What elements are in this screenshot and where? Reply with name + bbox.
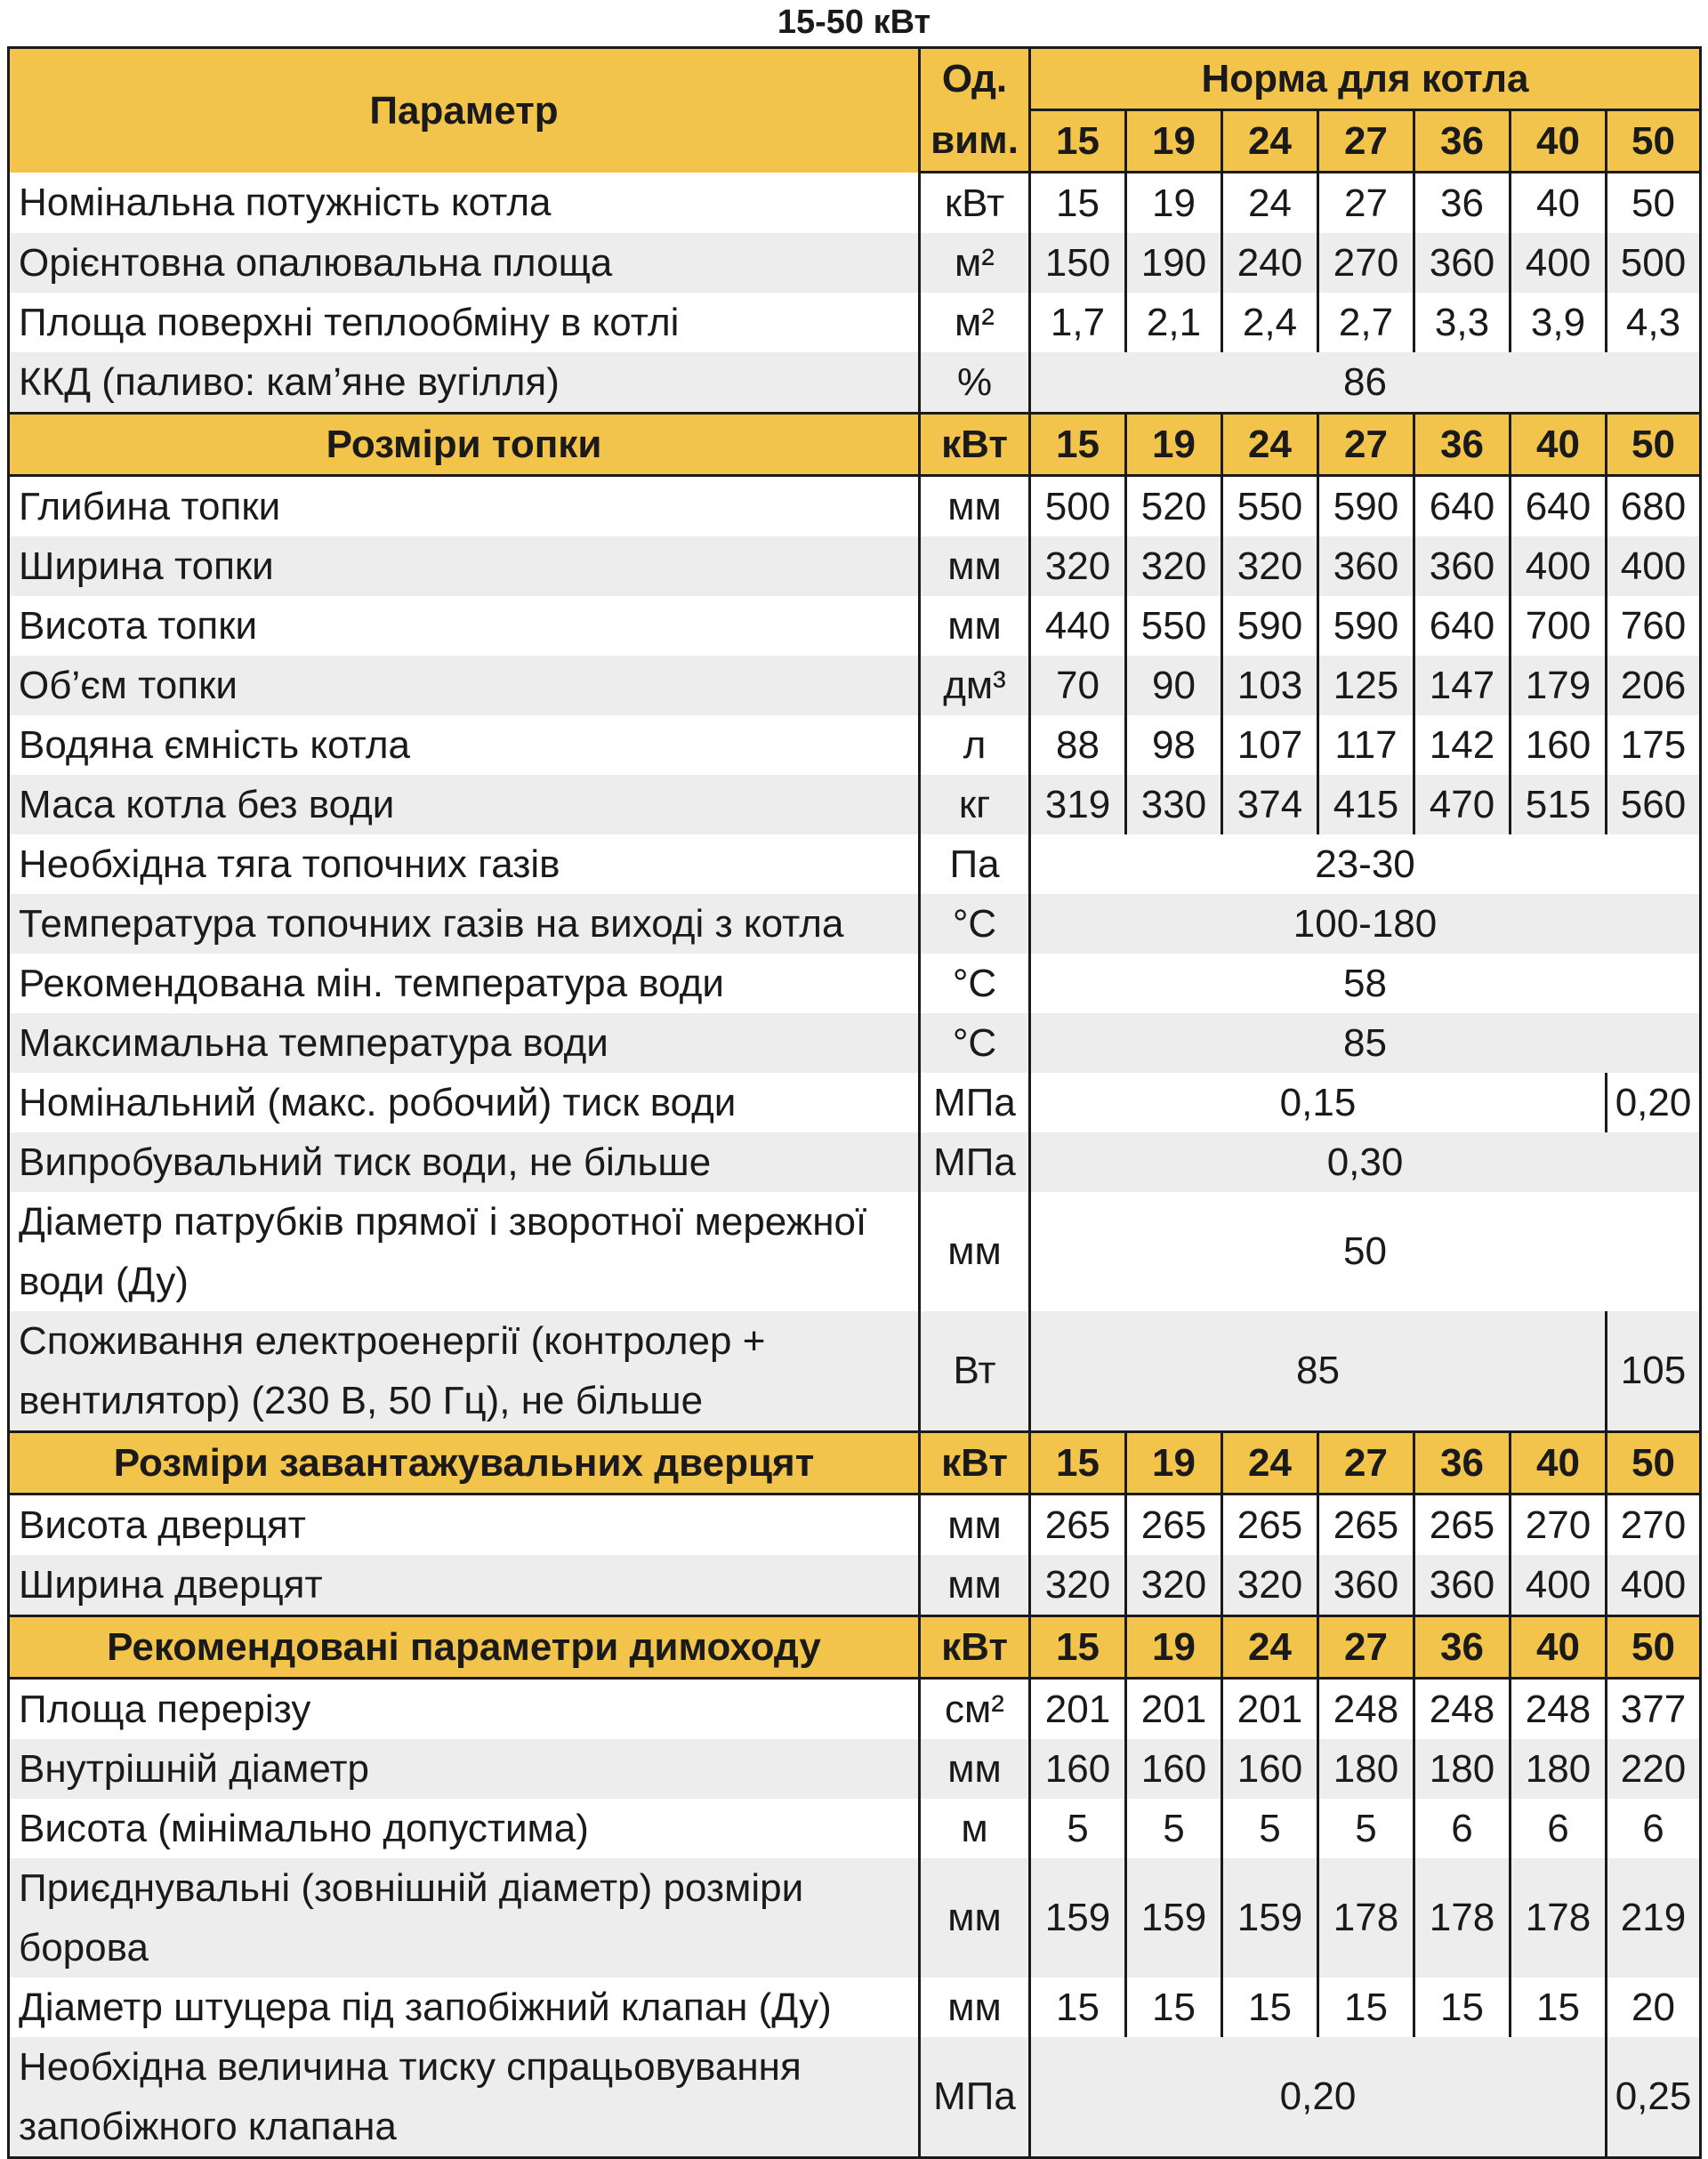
unit-cell: °С xyxy=(920,1013,1030,1073)
value-cell: 515 xyxy=(1511,775,1607,834)
table-row xyxy=(9,954,1701,1013)
value-cell: 201 xyxy=(1030,1679,1126,1740)
value-cell: 500 xyxy=(1030,476,1126,537)
unit-cell: кВт xyxy=(920,1616,1030,1679)
value-cell: 330 xyxy=(1126,775,1222,834)
value-cell: 206 xyxy=(1607,656,1701,715)
value-cell: 159 xyxy=(1126,1858,1222,1978)
value-cell: 15 xyxy=(1414,1978,1511,2037)
value-cell: 550 xyxy=(1222,476,1318,537)
value-cell: 50 xyxy=(1607,1616,1701,1679)
merged-value-cell: 85 xyxy=(1030,1013,1701,1073)
unit-cell: МПа xyxy=(920,1132,1030,1192)
value-cell: 590 xyxy=(1222,596,1318,656)
param-name: Глибина топки xyxy=(9,476,920,537)
value-cell: 240 xyxy=(1222,233,1318,293)
value-cell: 320 xyxy=(1126,536,1222,596)
table-row xyxy=(9,775,1701,834)
header-model-col: 50 xyxy=(1607,110,1701,173)
unit-cell: Па xyxy=(920,834,1030,894)
value-cell: 103 xyxy=(1222,656,1318,715)
value-cell: 760 xyxy=(1607,596,1701,656)
header-norm: Норма для котла xyxy=(1030,48,1701,110)
value-cell: 40 xyxy=(1511,173,1607,234)
value-cell: 40 xyxy=(1511,1432,1607,1494)
value-cell: 219 xyxy=(1607,1858,1701,1978)
unit-cell: кг xyxy=(920,775,1030,834)
value-cell: 27 xyxy=(1318,173,1414,234)
section-title: Розміри топки xyxy=(9,414,920,476)
value-cell: 374 xyxy=(1222,775,1318,834)
unit-cell: л xyxy=(920,715,1030,775)
merged-value-cell: 58 xyxy=(1030,954,1701,1013)
value-cell: 19 xyxy=(1126,1616,1222,1679)
value-cell: 415 xyxy=(1318,775,1414,834)
value-cell: 248 xyxy=(1414,1679,1511,1740)
value-cell: 590 xyxy=(1318,476,1414,537)
param-name: Номінальний (макс. робочий) тиск води xyxy=(9,1073,920,1132)
value-cell: 98 xyxy=(1126,715,1222,775)
merged-value-cell: 0,15 xyxy=(1030,1073,1607,1132)
value-cell: 15 xyxy=(1030,1978,1126,2037)
value-cell: 5 xyxy=(1318,1799,1414,1858)
table-row xyxy=(9,352,1701,414)
value-cell: 160 xyxy=(1222,1739,1318,1799)
value-cell: 4,3 xyxy=(1607,293,1701,352)
value-cell: 90 xyxy=(1126,656,1222,715)
value-cell: 15 xyxy=(1126,1978,1222,2037)
value-cell: 265 xyxy=(1318,1494,1414,1556)
value-cell: 590 xyxy=(1318,596,1414,656)
value-cell: 178 xyxy=(1511,1858,1607,1978)
value-cell: 400 xyxy=(1607,1555,1701,1616)
param-name: Площа перерізу xyxy=(9,1679,920,1740)
value-cell: 270 xyxy=(1318,233,1414,293)
unit-cell: м² xyxy=(920,293,1030,352)
unit-cell: мм xyxy=(920,1555,1030,1616)
unit-cell: мм xyxy=(920,1858,1030,1978)
value-cell: 265 xyxy=(1030,1494,1126,1556)
header-model-col: 27 xyxy=(1318,110,1414,173)
section-header-row xyxy=(9,1616,1701,1679)
table-row xyxy=(9,1679,1701,1740)
table-row xyxy=(9,1132,1701,1192)
param-name: Необхідна величина тиску спрацьовування запобіжного клапана xyxy=(9,2037,920,2158)
unit-cell: м² xyxy=(920,233,1030,293)
value-cell: 36 xyxy=(1414,1616,1511,1679)
value-cell: 36 xyxy=(1414,173,1511,234)
param-name: Ширина дверцят xyxy=(9,1555,920,1616)
value-cell: 125 xyxy=(1318,656,1414,715)
param-name: Висота топки xyxy=(9,596,920,656)
value-cell: 24 xyxy=(1222,173,1318,234)
value-cell: 24 xyxy=(1222,1616,1318,1679)
value-cell: 15 xyxy=(1318,1978,1414,2037)
value-cell: 360 xyxy=(1414,1555,1511,1616)
value-cell: 5 xyxy=(1030,1799,1126,1858)
value-cell: 265 xyxy=(1126,1494,1222,1556)
header-unit-line2: вим. xyxy=(920,110,1030,173)
value-cell: 360 xyxy=(1414,536,1511,596)
value-cell: 27 xyxy=(1318,414,1414,476)
value-cell: 15 xyxy=(1030,173,1126,234)
value-cell: 40 xyxy=(1511,414,1607,476)
value-cell: 220 xyxy=(1607,1739,1701,1799)
unit-cell: мм xyxy=(920,596,1030,656)
merged-value-cell: 0,30 xyxy=(1030,1132,1701,1192)
param-name: Випробувальний тиск води, не більше xyxy=(9,1132,920,1192)
value-cell: 248 xyxy=(1511,1679,1607,1740)
header-model-col: 19 xyxy=(1126,110,1222,173)
table-row xyxy=(9,834,1701,894)
value-cell: 20 xyxy=(1607,1978,1701,2037)
header-model-col: 24 xyxy=(1222,110,1318,173)
header-model-col: 36 xyxy=(1414,110,1511,173)
unit-cell: Вт xyxy=(920,1311,1030,1432)
value-cell: 201 xyxy=(1126,1679,1222,1740)
value-cell: 3,9 xyxy=(1511,293,1607,352)
value-cell: 1,7 xyxy=(1030,293,1126,352)
unit-cell: мм xyxy=(920,476,1030,537)
value-cell: 320 xyxy=(1222,536,1318,596)
value-cell: 320 xyxy=(1030,1555,1126,1616)
table-row xyxy=(9,233,1701,293)
value-cell: 178 xyxy=(1318,1858,1414,1978)
unit-cell: см² xyxy=(920,1679,1030,1740)
unit-cell: дм³ xyxy=(920,656,1030,715)
table-row xyxy=(9,596,1701,656)
value-cell: 470 xyxy=(1414,775,1511,834)
table-row xyxy=(9,1555,1701,1616)
value-cell: 270 xyxy=(1607,1494,1701,1556)
value-cell: 150 xyxy=(1030,233,1126,293)
unit-cell: % xyxy=(920,352,1030,414)
value-cell: 400 xyxy=(1511,536,1607,596)
value-cell: 117 xyxy=(1318,715,1414,775)
table-row xyxy=(9,536,1701,596)
value-cell: 19 xyxy=(1126,1432,1222,1494)
spec-table-body xyxy=(9,173,1701,2158)
value-cell: 15 xyxy=(1030,1432,1126,1494)
value-cell: 270 xyxy=(1511,1494,1607,1556)
section-title: Розміри завантажувальних дверцят xyxy=(9,1432,920,1494)
merged-value-cell: 0,20 xyxy=(1030,2037,1607,2158)
value-cell: 640 xyxy=(1414,596,1511,656)
section-title: Рекомендовані параметри димоходу xyxy=(9,1616,920,1679)
param-name: Діаметр патрубків прямої і зворотної мережної води (Ду) xyxy=(9,1192,920,1311)
table-row xyxy=(9,173,1701,234)
value-cell: 88 xyxy=(1030,715,1126,775)
param-name: ККД (паливо: кам’яне вугілля) xyxy=(9,352,920,414)
value-cell: 3,3 xyxy=(1414,293,1511,352)
header-model-col: 15 xyxy=(1030,110,1126,173)
value-cell: 6 xyxy=(1414,1799,1511,1858)
section-header-row xyxy=(9,414,1701,476)
header-param: Параметр xyxy=(9,48,920,173)
table-row xyxy=(9,1311,1701,1432)
value-cell: 24 xyxy=(1222,414,1318,476)
value-cell: 36 xyxy=(1414,1432,1511,1494)
value-cell: 400 xyxy=(1511,1555,1607,1616)
value-cell: 248 xyxy=(1318,1679,1414,1740)
value-cell: 175 xyxy=(1607,715,1701,775)
param-name: Діаметр штуцера під запобіжний клапан (Ду) xyxy=(9,1978,920,2037)
value-cell: 2,7 xyxy=(1318,293,1414,352)
value-cell: 400 xyxy=(1607,536,1701,596)
param-name: Площа поверхні теплообміну в котлі xyxy=(9,293,920,352)
table-row xyxy=(9,293,1701,352)
param-name: Висота (мінімально допустима) xyxy=(9,1799,920,1858)
param-name: Висота дверцят xyxy=(9,1494,920,1556)
table-row xyxy=(9,1192,1701,1311)
value-cell: 27 xyxy=(1318,1432,1414,1494)
table-row xyxy=(9,1494,1701,1556)
unit-cell: °С xyxy=(920,894,1030,954)
merged-value-cell: 50 xyxy=(1030,1192,1701,1311)
value-cell: 15 xyxy=(1030,414,1126,476)
value-cell: 640 xyxy=(1414,476,1511,537)
value-cell: 550 xyxy=(1126,596,1222,656)
unit-cell: мм xyxy=(920,536,1030,596)
table-row xyxy=(9,1799,1701,1858)
param-name: Об’єм топки xyxy=(9,656,920,715)
table-row xyxy=(9,656,1701,715)
table-row xyxy=(9,1073,1701,1132)
param-name: Ширина топки xyxy=(9,536,920,596)
param-name: Температура топочних газів на виході з котла xyxy=(9,894,920,954)
table-row xyxy=(9,894,1701,954)
value-cell: 24 xyxy=(1222,1432,1318,1494)
value-cell: 190 xyxy=(1126,233,1222,293)
param-name: Маса котла без води xyxy=(9,775,920,834)
param-name: Внутрішній діаметр xyxy=(9,1739,920,1799)
param-name: Споживання електроенергії (контролер + вентилятор) (230 В, 50 Гц), не більше xyxy=(9,1311,920,1432)
header-unit-line1: Од. xyxy=(920,48,1030,110)
unit-cell: МПа xyxy=(920,1073,1030,1132)
unit-cell: МПа xyxy=(920,2037,1030,2158)
unit-cell: мм xyxy=(920,1494,1030,1556)
value-cell: 319 xyxy=(1030,775,1126,834)
value-cell: 500 xyxy=(1607,233,1701,293)
value-cell: 179 xyxy=(1511,656,1607,715)
table-row xyxy=(9,476,1701,537)
value-cell: 6 xyxy=(1511,1799,1607,1858)
value-cell: 6 xyxy=(1607,1799,1701,1858)
value-cell: 70 xyxy=(1030,656,1126,715)
unit-cell: мм xyxy=(920,1192,1030,1311)
value-cell: 180 xyxy=(1318,1739,1414,1799)
value-cell: 15 xyxy=(1511,1978,1607,2037)
value-cell: 440 xyxy=(1030,596,1126,656)
param-name: Рекомендована мін. температура води xyxy=(9,954,920,1013)
value-cell: 180 xyxy=(1511,1739,1607,1799)
table-row xyxy=(9,1978,1701,2037)
unit-cell: кВт xyxy=(920,1432,1030,1494)
value-cell: 2,4 xyxy=(1222,293,1318,352)
param-name: Водяна ємність котла xyxy=(9,715,920,775)
page-title: 15-50 кВт xyxy=(777,4,931,41)
value-cell: 377 xyxy=(1607,1679,1701,1740)
value-cell: 27 xyxy=(1318,1616,1414,1679)
table-row xyxy=(9,1858,1701,1978)
value-cell: 360 xyxy=(1318,536,1414,596)
spec-table xyxy=(7,46,1702,2159)
value-cell: 160 xyxy=(1511,715,1607,775)
unit-cell: кВт xyxy=(920,173,1030,234)
merged-value-cell: 86 xyxy=(1030,352,1701,414)
table-row xyxy=(9,715,1701,775)
table-row xyxy=(9,2037,1701,2158)
param-name: Орієнтовна опалювальна площа xyxy=(9,233,920,293)
value-cell: 640 xyxy=(1511,476,1607,537)
unit-cell: мм xyxy=(920,1739,1030,1799)
value-cell: 560 xyxy=(1607,775,1701,834)
param-name: Максимальна температура води xyxy=(9,1013,920,1073)
value-cell: 107 xyxy=(1222,715,1318,775)
value-cell: 2,1 xyxy=(1126,293,1222,352)
value-cell: 0,25 xyxy=(1607,2037,1701,2158)
unit-cell: °С xyxy=(920,954,1030,1013)
value-cell: 700 xyxy=(1511,596,1607,656)
table-row xyxy=(9,1739,1701,1799)
value-cell: 0,20 xyxy=(1607,1073,1701,1132)
value-cell: 15 xyxy=(1030,1616,1126,1679)
merged-value-cell: 85 xyxy=(1030,1311,1607,1432)
value-cell: 159 xyxy=(1222,1858,1318,1978)
merged-value-cell: 23-30 xyxy=(1030,834,1701,894)
value-cell: 520 xyxy=(1126,476,1222,537)
value-cell: 147 xyxy=(1414,656,1511,715)
value-cell: 680 xyxy=(1607,476,1701,537)
value-cell: 160 xyxy=(1030,1739,1126,1799)
value-cell: 400 xyxy=(1511,233,1607,293)
value-cell: 201 xyxy=(1222,1679,1318,1740)
value-cell: 159 xyxy=(1030,1858,1126,1978)
value-cell: 36 xyxy=(1414,414,1511,476)
value-cell: 5 xyxy=(1126,1799,1222,1858)
value-cell: 160 xyxy=(1126,1739,1222,1799)
param-name: Приєднувальні (зовнішній діаметр) розміри борова xyxy=(9,1858,920,1978)
value-cell: 50 xyxy=(1607,414,1701,476)
value-cell: 180 xyxy=(1414,1739,1511,1799)
value-cell: 360 xyxy=(1414,233,1511,293)
value-cell: 50 xyxy=(1607,1432,1701,1494)
value-cell: 40 xyxy=(1511,1616,1607,1679)
value-cell: 178 xyxy=(1414,1858,1511,1978)
value-cell: 5 xyxy=(1222,1799,1318,1858)
unit-cell: м xyxy=(920,1799,1030,1858)
unit-cell: мм xyxy=(920,1978,1030,2037)
param-name: Необхідна тяга топочних газів xyxy=(9,834,920,894)
value-cell: 15 xyxy=(1222,1978,1318,2037)
merged-value-cell: 100-180 xyxy=(1030,894,1701,954)
value-cell: 320 xyxy=(1030,536,1126,596)
value-cell: 50 xyxy=(1607,173,1701,234)
value-cell: 19 xyxy=(1126,414,1222,476)
header-model-col: 40 xyxy=(1511,110,1607,173)
value-cell: 142 xyxy=(1414,715,1511,775)
unit-cell: кВт xyxy=(920,414,1030,476)
value-cell: 105 xyxy=(1607,1311,1701,1432)
table-row xyxy=(9,1013,1701,1073)
param-name: Номінальна потужність котла xyxy=(9,173,920,234)
value-cell: 360 xyxy=(1318,1555,1414,1616)
section-header-row xyxy=(9,1432,1701,1494)
value-cell: 320 xyxy=(1222,1555,1318,1616)
value-cell: 265 xyxy=(1222,1494,1318,1556)
value-cell: 265 xyxy=(1414,1494,1511,1556)
value-cell: 320 xyxy=(1126,1555,1222,1616)
value-cell: 19 xyxy=(1126,173,1222,234)
